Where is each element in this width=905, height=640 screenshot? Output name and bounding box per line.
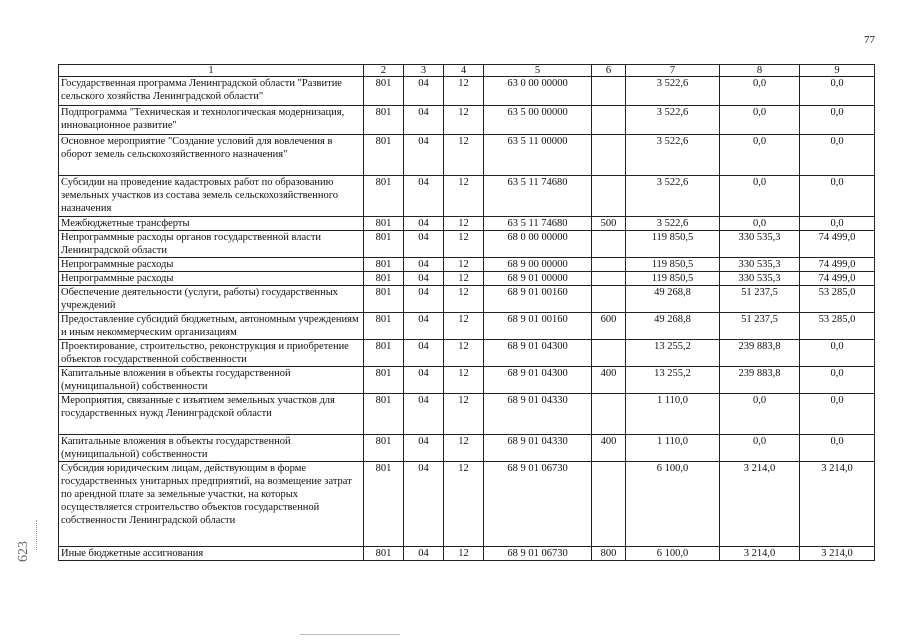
- row-amount-3-cell: 74 499,0: [800, 258, 875, 272]
- row-col2-cell: 801: [364, 106, 404, 135]
- row-col3-cell: 04: [404, 462, 444, 547]
- row-name-cell: Капитальные вложения в объекты государственной (муниципальной) собственности: [59, 367, 364, 394]
- row-amount-3-cell: 0,0: [800, 435, 875, 462]
- row-code-cell: 63 5 11 74680: [484, 176, 592, 217]
- row-amount-3-cell: 0,0: [800, 135, 875, 176]
- row-amount-3-cell: 0,0: [800, 217, 875, 231]
- header-cell-6: 6: [592, 65, 626, 77]
- row-type-cell: 500: [592, 217, 626, 231]
- row-col3-cell: 04: [404, 367, 444, 394]
- row-amount-2-cell: 0,0: [720, 435, 800, 462]
- row-amount-3-cell: 74 499,0: [800, 272, 875, 286]
- table-row: [59, 286, 875, 313]
- row-type-cell: [592, 394, 626, 435]
- row-type-cell: [592, 286, 626, 313]
- row-amount-1-cell: 119 850,5: [626, 272, 720, 286]
- bottom-scan-line: [300, 634, 400, 635]
- row-col3-cell: 04: [404, 176, 444, 217]
- row-type-cell: [592, 231, 626, 258]
- row-type-cell: 600: [592, 313, 626, 340]
- row-col2-cell: 801: [364, 394, 404, 435]
- row-col4-cell: 12: [444, 367, 484, 394]
- row-col3-cell: 04: [404, 313, 444, 340]
- table-row: [59, 367, 875, 394]
- table-row: [59, 176, 875, 217]
- row-name-cell: Основное мероприятие "Создание условий для вовлечения в оборот земель сельскохозяйственного назначения": [59, 135, 364, 176]
- row-amount-3-cell: 0,0: [800, 340, 875, 367]
- row-col3-cell: 04: [404, 77, 444, 106]
- table-body: [59, 77, 875, 561]
- row-code-cell: 68 9 01 00160: [484, 313, 592, 340]
- row-col3-cell: 04: [404, 231, 444, 258]
- row-name-cell: Субсидии на проведение кадастровых работ по образованию земельных участков из состава земель сельскохозяйственного назначения: [59, 176, 364, 217]
- row-col4-cell: 12: [444, 313, 484, 340]
- row-amount-2-cell: 239 883,8: [720, 367, 800, 394]
- row-amount-3-cell: 53 285,0: [800, 286, 875, 313]
- row-col2-cell: 801: [364, 176, 404, 217]
- row-col2-cell: 801: [364, 258, 404, 272]
- row-name-cell: Капитальные вложения в объекты государственной (муниципальной) собственности: [59, 435, 364, 462]
- row-type-cell: 400: [592, 435, 626, 462]
- row-col2-cell: 801: [364, 286, 404, 313]
- row-code-cell: 68 9 01 04300: [484, 340, 592, 367]
- budget-table: [58, 64, 875, 561]
- row-code-cell: 68 9 01 06730: [484, 462, 592, 547]
- row-col2-cell: 801: [364, 547, 404, 561]
- row-amount-3-cell: 53 285,0: [800, 313, 875, 340]
- row-amount-1-cell: 119 850,5: [626, 258, 720, 272]
- row-amount-1-cell: 3 522,6: [626, 77, 720, 106]
- header-cell-5: 5: [484, 65, 592, 77]
- row-amount-2-cell: 0,0: [720, 217, 800, 231]
- row-amount-2-cell: 330 535,3: [720, 231, 800, 258]
- row-amount-1-cell: 3 522,6: [626, 106, 720, 135]
- row-col3-cell: 04: [404, 547, 444, 561]
- row-name-cell: Мероприятия, связанные с изъятием земельных участков для государственных нужд Ленинградской области: [59, 394, 364, 435]
- row-amount-1-cell: 1 110,0: [626, 394, 720, 435]
- row-amount-2-cell: 330 535,3: [720, 258, 800, 272]
- row-name-cell: Непрограммные расходы органов государственной власти Ленинградской области: [59, 231, 364, 258]
- row-amount-1-cell: 6 100,0: [626, 547, 720, 561]
- row-col4-cell: 12: [444, 394, 484, 435]
- header-cell-2: 2: [364, 65, 404, 77]
- table-row: [59, 435, 875, 462]
- row-name-cell: Непрограммные расходы: [59, 258, 364, 272]
- row-type-cell: [592, 340, 626, 367]
- row-amount-3-cell: 0,0: [800, 394, 875, 435]
- row-col2-cell: 801: [364, 340, 404, 367]
- row-name-cell: Непрограммные расходы: [59, 272, 364, 286]
- row-col4-cell: 12: [444, 286, 484, 313]
- row-amount-3-cell: 74 499,0: [800, 231, 875, 258]
- row-col4-cell: 12: [444, 258, 484, 272]
- table-row: [59, 462, 875, 547]
- row-amount-1-cell: 1 110,0: [626, 435, 720, 462]
- row-amount-2-cell: 0,0: [720, 394, 800, 435]
- row-type-cell: [592, 77, 626, 106]
- row-amount-1-cell: 3 522,6: [626, 135, 720, 176]
- row-col2-cell: 801: [364, 272, 404, 286]
- table-row: [59, 135, 875, 176]
- header-row: [59, 65, 875, 77]
- row-col4-cell: 12: [444, 462, 484, 547]
- row-col2-cell: 801: [364, 313, 404, 340]
- table-row: [59, 77, 875, 106]
- row-name-cell: Обеспечение деятельности (услуги, работы) государственных учреждений: [59, 286, 364, 313]
- header-cell-9: 9: [800, 65, 875, 77]
- row-amount-3-cell: 0,0: [800, 367, 875, 394]
- row-col3-cell: 04: [404, 435, 444, 462]
- table-row: [59, 340, 875, 367]
- table-row: [59, 106, 875, 135]
- row-name-cell: Межбюджетные трансферты: [59, 217, 364, 231]
- row-code-cell: 63 5 11 00000: [484, 135, 592, 176]
- row-col3-cell: 04: [404, 106, 444, 135]
- row-code-cell: 68 9 00 00000: [484, 258, 592, 272]
- row-code-cell: 68 9 01 04330: [484, 394, 592, 435]
- table-row: [59, 394, 875, 435]
- row-col3-cell: 04: [404, 272, 444, 286]
- margin-stamp-number: 623: [16, 541, 31, 562]
- row-code-cell: 68 9 01 00160: [484, 286, 592, 313]
- row-amount-1-cell: 3 522,6: [626, 176, 720, 217]
- row-name-cell: Проектирование, строительство, реконструкция и приобретение объектов государственной собственности: [59, 340, 364, 367]
- row-name-cell: Подпрограмма "Техническая и технологическая модернизация, инновационное развитие": [59, 106, 364, 135]
- row-amount-3-cell: 0,0: [800, 176, 875, 217]
- row-col3-cell: 04: [404, 340, 444, 367]
- row-type-cell: [592, 272, 626, 286]
- row-col4-cell: 12: [444, 77, 484, 106]
- table-row: [59, 547, 875, 561]
- row-col4-cell: 12: [444, 340, 484, 367]
- row-col2-cell: 801: [364, 435, 404, 462]
- row-amount-3-cell: 0,0: [800, 106, 875, 135]
- row-amount-2-cell: 0,0: [720, 77, 800, 106]
- row-amount-2-cell: 239 883,8: [720, 340, 800, 367]
- row-code-cell: 63 5 00 00000: [484, 106, 592, 135]
- page-number: 77: [864, 34, 875, 46]
- row-col3-cell: 04: [404, 217, 444, 231]
- row-code-cell: 63 5 11 74680: [484, 217, 592, 231]
- table-row: [59, 272, 875, 286]
- row-amount-3-cell: 0,0: [800, 77, 875, 106]
- row-amount-1-cell: 49 268,8: [626, 313, 720, 340]
- row-amount-1-cell: 119 850,5: [626, 231, 720, 258]
- header-cell-4: 4: [444, 65, 484, 77]
- row-type-cell: 800: [592, 547, 626, 561]
- row-amount-1-cell: 13 255,2: [626, 340, 720, 367]
- row-name-cell: Субсидия юридическим лицам, действующим в форме государственных унитарных предприятий, на возмещение затрат по арендной плате за земельные участки, на которых осуществляется строительство объектов государственной собственности Ленинградской области: [59, 462, 364, 547]
- row-code-cell: 68 9 01 04300: [484, 367, 592, 394]
- row-name-cell: Иные бюджетные ассигнования: [59, 547, 364, 561]
- row-code-cell: 68 9 01 00000: [484, 272, 592, 286]
- row-amount-2-cell: 0,0: [720, 106, 800, 135]
- row-type-cell: [592, 258, 626, 272]
- row-amount-1-cell: 6 100,0: [626, 462, 720, 547]
- row-amount-2-cell: 0,0: [720, 176, 800, 217]
- row-col4-cell: 12: [444, 106, 484, 135]
- row-amount-1-cell: 13 255,2: [626, 367, 720, 394]
- row-amount-2-cell: 3 214,0: [720, 462, 800, 547]
- row-col4-cell: 12: [444, 435, 484, 462]
- row-amount-1-cell: 49 268,8: [626, 286, 720, 313]
- row-type-cell: [592, 135, 626, 176]
- row-col4-cell: 12: [444, 176, 484, 217]
- table-row: [59, 258, 875, 272]
- row-code-cell: 68 0 00 00000: [484, 231, 592, 258]
- budget-table-container: [58, 64, 874, 561]
- row-amount-2-cell: 3 214,0: [720, 547, 800, 561]
- row-amount-1-cell: 3 522,6: [626, 217, 720, 231]
- row-col3-cell: 04: [404, 286, 444, 313]
- row-code-cell: 68 9 01 06730: [484, 547, 592, 561]
- row-col4-cell: 12: [444, 272, 484, 286]
- row-col4-cell: 12: [444, 135, 484, 176]
- row-amount-2-cell: 0,0: [720, 135, 800, 176]
- row-col2-cell: 801: [364, 231, 404, 258]
- row-code-cell: 63 0 00 00000: [484, 77, 592, 106]
- row-name-cell: Предоставление субсидий бюджетным, автономным учреждениям и иным некоммерческим организациям: [59, 313, 364, 340]
- table-row: [59, 313, 875, 340]
- header-cell-7: 7: [626, 65, 720, 77]
- row-col4-cell: 12: [444, 547, 484, 561]
- row-col2-cell: 801: [364, 135, 404, 176]
- margin-dots: [36, 520, 41, 550]
- row-col3-cell: 04: [404, 258, 444, 272]
- row-col2-cell: 801: [364, 462, 404, 547]
- row-name-cell: Государственная программа Ленинградской области "Развитие сельского хозяйства Ленинградской области": [59, 77, 364, 106]
- row-col3-cell: 04: [404, 135, 444, 176]
- row-col2-cell: 801: [364, 367, 404, 394]
- row-col4-cell: 12: [444, 231, 484, 258]
- row-amount-2-cell: 330 535,3: [720, 272, 800, 286]
- row-col2-cell: 801: [364, 77, 404, 106]
- row-type-cell: 400: [592, 367, 626, 394]
- table-row: [59, 217, 875, 231]
- row-amount-3-cell: 3 214,0: [800, 547, 875, 561]
- row-amount-2-cell: 51 237,5: [720, 286, 800, 313]
- row-type-cell: [592, 462, 626, 547]
- header-cell-3: 3: [404, 65, 444, 77]
- row-type-cell: [592, 106, 626, 135]
- header-cell-8: 8: [720, 65, 800, 77]
- row-code-cell: 68 9 01 04330: [484, 435, 592, 462]
- row-col4-cell: 12: [444, 217, 484, 231]
- row-col2-cell: 801: [364, 217, 404, 231]
- header-cell-1: 1: [59, 65, 364, 77]
- row-amount-3-cell: 3 214,0: [800, 462, 875, 547]
- row-type-cell: [592, 176, 626, 217]
- row-col3-cell: 04: [404, 394, 444, 435]
- row-amount-2-cell: 51 237,5: [720, 313, 800, 340]
- table-row: [59, 231, 875, 258]
